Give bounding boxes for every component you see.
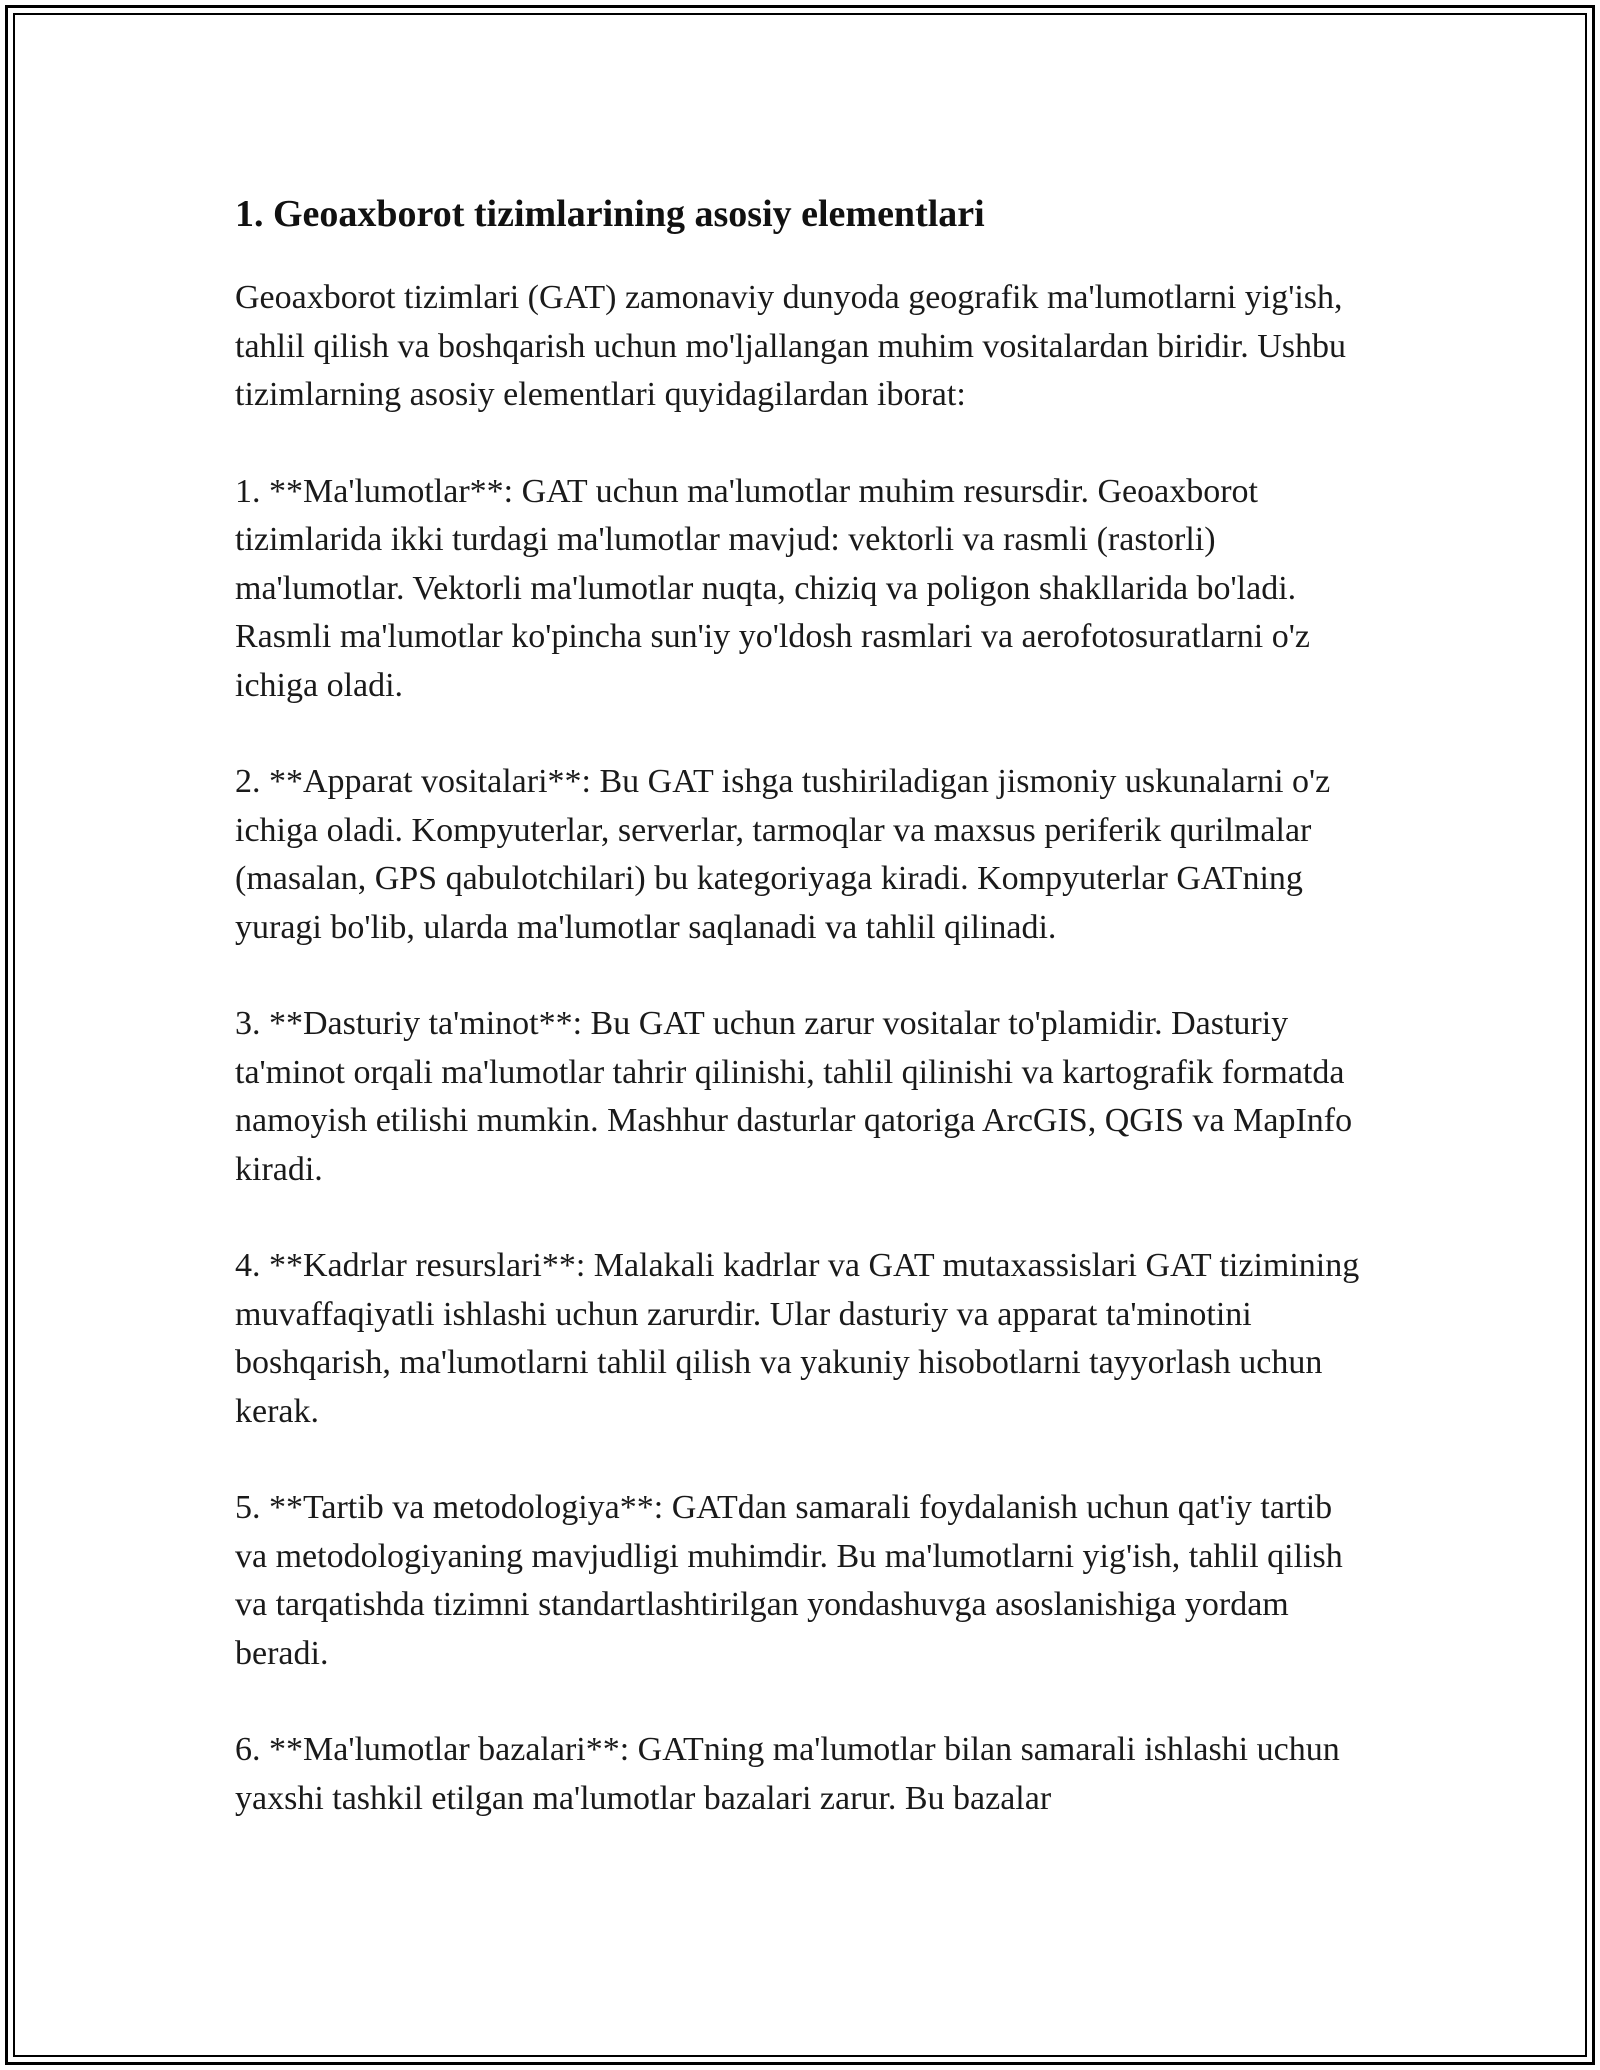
paragraph-software: 3. **Dasturiy ta'minot**: Bu GAT uchun zarur vositalar to'plamidir. Dasturiy ta'minot orqali ma'lumotlar tahrir qilinishi, tahlil qilinishi va kartografik formatda namoyish etilishi mumkin. Mashhur dasturlar qatoriga ArcGIS, QGIS va MapInfo kiradi. bbox=[235, 1005, 1353, 1188]
paragraph-methodology: 5. **Tartib va metodologiya**: GATdan samarali foydalanish uchun qat'iy tartib va metodologiyaning mavjudligi muhimdir. Bu ma'lumotlarni yig'ish, tahlil qilish va tarqatishda tizimni standartlashtirilgan yondashuvga asoslanishiga yordam beradi. bbox=[235, 1489, 1343, 1672]
paragraph-hardware: 2. **Apparat vositalari**: Bu GAT ishga tushiriladigan jismoniy uskunalarni o'z ichiga oladi. Kompyuterlar, serverlar, tarmoqlar va maxsus periferik qurilmalar (masalan, GPS qabulotchilari) bu kategoriyaga kiradi. Kompyuterlar GATning yuragi bo'lib, ularda ma'lumotlar saqlanadi va tahlil qilinadi. bbox=[235, 763, 1331, 946]
paragraph-personnel: 4. **Kadrlar resurslari**: Malakali kadrlar va GAT mutaxassislari GAT tizimining muvaffaqiyatli ishlashi uchun zarurdir. Ular dasturiy va apparat ta'minotini boshqarish, ma'lumotlarni tahlil qilish va yakuniy hisobotlarni tayyorlash uchun kerak. bbox=[235, 1247, 1360, 1430]
paragraph-data: 1. **Ma'lumotlar**: GAT uchun ma'lumotlar muhim resursdir. Geoaxborot tizimlarida ikki turdagi ma'lumotlar mavjud: vektorli va rasmli (rastorli) ma'lumotlar. Vektorli ma'lumotlar nuqta, chiziq va poligon shakllarida bo'ladi. Rasmli ma'lumotlar ko'pincha sun'iy yo'ldosh rasmlari va aerofotosuratlarni o'z ichiga oladi. bbox=[235, 472, 1310, 704]
paragraph-databases: 6. **Ma'lumotlar bazalari**: GATning ma'lumotlar bilan samarali ishlashi uchun yaxshi tashkil etilgan ma'lumotlar bazalari zarur. Bu bazalar bbox=[235, 1731, 1340, 1817]
intro-paragraph: Geoaxborot tizimlari (GAT) zamonaviy dunyoda geografik ma'lumotlarni yig'ish, tahlil qilish va boshqarish uchun mo'ljallangan muhim vositalardan biridir. Ushbu tizimlarning asosiy elementlari quyidagilardan iborat: bbox=[235, 279, 1346, 413]
document-body bbox=[235, 188, 1365, 1823]
document-title: 1. Geoaxborot tizimlarining asosiy elementlari bbox=[235, 193, 985, 235]
